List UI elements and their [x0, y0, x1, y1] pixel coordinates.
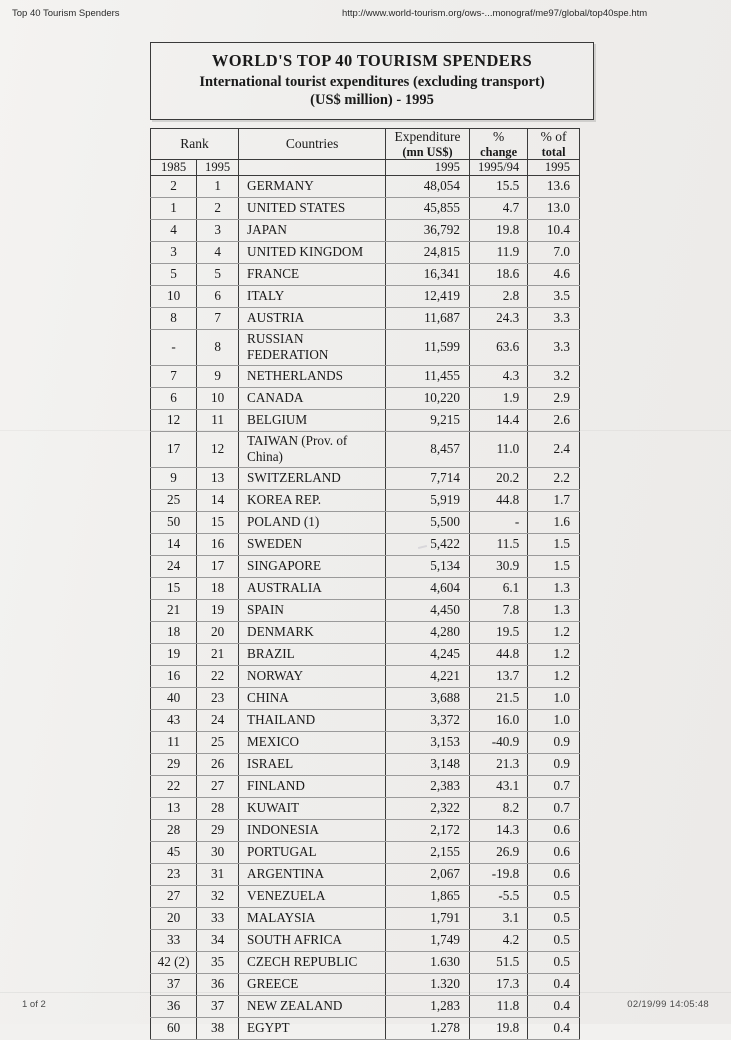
cell-rank-1985: 16 — [151, 665, 197, 687]
table-row — [151, 263, 580, 285]
cell-country: NEW ZEALAND — [239, 995, 386, 1017]
cell-country: MALAYSIA — [239, 907, 386, 929]
page-subtitle-2: (US$ million) - 1995 — [310, 91, 434, 108]
cell-rank-1985: 43 — [151, 709, 197, 731]
header-expenditure-label: Expenditure — [394, 129, 461, 144]
table-row — [151, 219, 580, 241]
cell-pct-change: 4.2 — [469, 929, 527, 951]
header-pct-total — [528, 129, 580, 160]
cell-pct-change: 51.5 — [469, 951, 527, 973]
cell-country: UNITED KINGDOM — [239, 241, 386, 263]
table-row — [151, 467, 580, 489]
cell-expenditure: 16,341 — [386, 263, 470, 285]
cell-pct-total: 10.4 — [528, 219, 580, 241]
cell-expenditure: 11,599 — [386, 329, 470, 365]
cell-country: AUSTRALIA — [239, 577, 386, 599]
cell-pct-total: 1.5 — [528, 533, 580, 555]
cell-country: GERMANY — [239, 175, 386, 197]
cell-pct-total: 1.2 — [528, 621, 580, 643]
cell-rank-1995: 2 — [197, 197, 239, 219]
cell-country: TAIWAN (Prov. of China) — [239, 431, 386, 467]
table-row — [151, 885, 580, 907]
cell-country: CZECH REPUBLIC — [239, 951, 386, 973]
cell-rank-1985: 40 — [151, 687, 197, 709]
cell-rank-1995: 9 — [197, 365, 239, 387]
cell-rank-1995: 32 — [197, 885, 239, 907]
scan-artifact-line-2 — [0, 992, 731, 993]
tourism-spenders-table — [150, 128, 580, 1040]
cell-rank-1995: 1 — [197, 175, 239, 197]
cell-pct-change: 15.5 — [469, 175, 527, 197]
cell-rank-1995: 13 — [197, 467, 239, 489]
cell-country: ISRAEL — [239, 753, 386, 775]
table-row — [151, 431, 580, 467]
cell-expenditure: 1,791 — [386, 907, 470, 929]
cell-pct-total: 0.6 — [528, 863, 580, 885]
cell-expenditure: 2,067 — [386, 863, 470, 885]
header-pct-change — [469, 129, 527, 160]
cell-country: SOUTH AFRICA — [239, 929, 386, 951]
table-row — [151, 863, 580, 885]
cell-pct-total: 1.3 — [528, 599, 580, 621]
cell-rank-1995: 36 — [197, 973, 239, 995]
cell-rank-1995: 27 — [197, 775, 239, 797]
cell-pct-change: 19.5 — [469, 621, 527, 643]
cell-pct-change: 43.1 — [469, 775, 527, 797]
cell-rank-1995: 6 — [197, 285, 239, 307]
cell-expenditure: 4,604 — [386, 577, 470, 599]
cell-pct-change: 11.0 — [469, 431, 527, 467]
cell-rank-1995: 10 — [197, 387, 239, 409]
cell-pct-change: 63.6 — [469, 329, 527, 365]
table-row — [151, 797, 580, 819]
cell-expenditure: 8,457 — [386, 431, 470, 467]
cell-pct-change: 19.8 — [469, 219, 527, 241]
cell-pct-change: 44.8 — [469, 489, 527, 511]
cell-pct-change: 11.5 — [469, 533, 527, 555]
cell-rank-1985: 8 — [151, 307, 197, 329]
cell-rank-1995: 22 — [197, 665, 239, 687]
cell-expenditure: 2,172 — [386, 819, 470, 841]
cell-rank-1985: 9 — [151, 467, 197, 489]
cell-rank-1995: 31 — [197, 863, 239, 885]
header-pct-total-label: % of — [540, 129, 567, 144]
cell-pct-total: 0.4 — [528, 973, 580, 995]
cell-rank-1995: 26 — [197, 753, 239, 775]
cell-country: DENMARK — [239, 621, 386, 643]
cell-pct-change: 44.8 — [469, 643, 527, 665]
cell-country: CHINA — [239, 687, 386, 709]
cell-pct-total: 0.4 — [528, 995, 580, 1017]
cell-country: NETHERLANDS — [239, 365, 386, 387]
cell-rank-1985: 6 — [151, 387, 197, 409]
cell-country: GREECE — [239, 973, 386, 995]
cell-pct-change: 4.7 — [469, 197, 527, 219]
cell-pct-total: 1.6 — [528, 511, 580, 533]
cell-expenditure: 5,500 — [386, 511, 470, 533]
cell-pct-total: 1.0 — [528, 687, 580, 709]
table-row — [151, 929, 580, 951]
cell-expenditure: 4,450 — [386, 599, 470, 621]
header-rank: Rank — [151, 129, 239, 160]
cell-rank-1985: 18 — [151, 621, 197, 643]
cell-pct-change: 17.3 — [469, 973, 527, 995]
header-pct-total-sub: total — [541, 144, 566, 159]
table-row — [151, 533, 580, 555]
cell-rank-1985: 17 — [151, 431, 197, 467]
cell-pct-change: -19.8 — [469, 863, 527, 885]
cell-rank-1995: 12 — [197, 431, 239, 467]
table-row — [151, 709, 580, 731]
print-header-title: Top 40 Tourism Spenders — [12, 8, 120, 19]
cell-pct-change: 3.1 — [469, 907, 527, 929]
table-row — [151, 285, 580, 307]
cell-pct-change: 14.3 — [469, 819, 527, 841]
cell-rank-1995: 29 — [197, 819, 239, 841]
cell-pct-total: 0.5 — [528, 951, 580, 973]
cell-pct-total: 0.5 — [528, 907, 580, 929]
cell-pct-total: 0.4 — [528, 1017, 580, 1039]
cell-pct-change: 1.9 — [469, 387, 527, 409]
cell-pct-total: 1.7 — [528, 489, 580, 511]
cell-pct-change: 7.8 — [469, 599, 527, 621]
table-row — [151, 731, 580, 753]
cell-pct-change: 30.9 — [469, 555, 527, 577]
cell-rank-1995: 38 — [197, 1017, 239, 1039]
cell-expenditure: 11,687 — [386, 307, 470, 329]
cell-country: FRANCE — [239, 263, 386, 285]
cell-rank-1985: 37 — [151, 973, 197, 995]
cell-rank-1985: 5 — [151, 263, 197, 285]
header-expenditure-year: 1995 — [386, 159, 470, 175]
cell-rank-1985: 60 — [151, 1017, 197, 1039]
table-header-row-secondary — [151, 159, 580, 175]
header-pct-change-label: change — [480, 144, 518, 159]
header-total-year: 1995 — [528, 159, 580, 175]
table-row — [151, 643, 580, 665]
cell-expenditure: 48,054 — [386, 175, 470, 197]
cell-expenditure: 10,220 — [386, 387, 470, 409]
header-countries-blank — [239, 159, 386, 175]
cell-pct-change: 20.2 — [469, 467, 527, 489]
cell-expenditure: 3,688 — [386, 687, 470, 709]
cell-expenditure: 11,455 — [386, 365, 470, 387]
table-row — [151, 511, 580, 533]
cell-country: RUSSIAN FEDERATION — [239, 329, 386, 365]
cell-expenditure: 4,280 — [386, 621, 470, 643]
cell-rank-1995: 24 — [197, 709, 239, 731]
cell-country: ITALY — [239, 285, 386, 307]
cell-pct-change: 21.5 — [469, 687, 527, 709]
cell-country: BRAZIL — [239, 643, 386, 665]
cell-rank-1995: 8 — [197, 329, 239, 365]
cell-country: THAILAND — [239, 709, 386, 731]
table-row — [151, 387, 580, 409]
header-rank-1985: 1985 — [151, 159, 197, 175]
cell-rank-1995: 18 — [197, 577, 239, 599]
cell-pct-change: 6.1 — [469, 577, 527, 599]
cell-expenditure: 4,245 — [386, 643, 470, 665]
table-row — [151, 197, 580, 219]
cell-rank-1985: 10 — [151, 285, 197, 307]
cell-rank-1995: 19 — [197, 599, 239, 621]
cell-pct-change: 8.2 — [469, 797, 527, 819]
cell-pct-change: 24.3 — [469, 307, 527, 329]
cell-rank-1985: 19 — [151, 643, 197, 665]
cell-rank-1985: 11 — [151, 731, 197, 753]
cell-pct-total: 4.6 — [528, 263, 580, 285]
table-row — [151, 775, 580, 797]
cell-rank-1985: 27 — [151, 885, 197, 907]
cell-country: PORTUGAL — [239, 841, 386, 863]
cell-country: AUSTRIA — [239, 307, 386, 329]
table-row — [151, 599, 580, 621]
cell-rank-1985: 12 — [151, 409, 197, 431]
cell-pct-total: 0.5 — [528, 885, 580, 907]
scan-artifact-line-1 — [0, 430, 731, 431]
cell-country: SWEDEN — [239, 533, 386, 555]
cell-pct-total: 0.7 — [528, 775, 580, 797]
table-row — [151, 489, 580, 511]
print-footer — [0, 999, 731, 1010]
cell-rank-1995: 3 — [197, 219, 239, 241]
header-expenditure — [386, 129, 470, 160]
cell-pct-total: 1.2 — [528, 643, 580, 665]
cell-rank-1985: 25 — [151, 489, 197, 511]
cell-rank-1995: 23 — [197, 687, 239, 709]
cell-expenditure: 2,383 — [386, 775, 470, 797]
cell-expenditure: 3,372 — [386, 709, 470, 731]
cell-expenditure: 24,815 — [386, 241, 470, 263]
cell-pct-change: 21.3 — [469, 753, 527, 775]
cell-rank-1995: 34 — [197, 929, 239, 951]
cell-pct-total: 13.6 — [528, 175, 580, 197]
cell-pct-total: 3.5 — [528, 285, 580, 307]
cell-pct-total: 0.7 — [528, 797, 580, 819]
print-footer-timestamp: 02/19/99 14:05:48 — [627, 999, 709, 1010]
cell-country: CANADA — [239, 387, 386, 409]
cell-pct-total: 3.3 — [528, 329, 580, 365]
cell-country: SPAIN — [239, 599, 386, 621]
cell-rank-1995: 15 — [197, 511, 239, 533]
page-title: WORLD'S TOP 40 TOURISM SPENDERS — [211, 51, 533, 70]
cell-pct-total: 2.2 — [528, 467, 580, 489]
cell-pct-total: 0.6 — [528, 841, 580, 863]
table-row — [151, 951, 580, 973]
cell-expenditure: 1.630 — [386, 951, 470, 973]
cell-expenditure: 5,134 — [386, 555, 470, 577]
cell-pct-change: 13.7 — [469, 665, 527, 687]
cell-pct-change: -40.9 — [469, 731, 527, 753]
table-row — [151, 1017, 580, 1039]
cell-rank-1985: 33 — [151, 929, 197, 951]
cell-country: POLAND (1) — [239, 511, 386, 533]
cell-pct-total: 2.6 — [528, 409, 580, 431]
cell-rank-1995: 37 — [197, 995, 239, 1017]
cell-pct-total: 0.9 — [528, 753, 580, 775]
cell-rank-1985: - — [151, 329, 197, 365]
cell-expenditure: 9,215 — [386, 409, 470, 431]
document-title-block — [150, 42, 594, 120]
cell-pct-total: 1.3 — [528, 577, 580, 599]
print-footer-page: 1 of 2 — [22, 999, 46, 1010]
cell-pct-total: 1.5 — [528, 555, 580, 577]
cell-pct-change: 26.9 — [469, 841, 527, 863]
cell-country: KUWAIT — [239, 797, 386, 819]
cell-country: INDONESIA — [239, 819, 386, 841]
cell-pct-change: 18.6 — [469, 263, 527, 285]
cell-rank-1995: 20 — [197, 621, 239, 643]
cell-rank-1985: 14 — [151, 533, 197, 555]
cell-expenditure: 12,419 — [386, 285, 470, 307]
table-row — [151, 687, 580, 709]
table-row — [151, 409, 580, 431]
cell-expenditure: 36,792 — [386, 219, 470, 241]
cell-pct-change: 16.0 — [469, 709, 527, 731]
tourism-spenders-table-wrap — [150, 128, 580, 1040]
cell-country: VENEZUELA — [239, 885, 386, 907]
cell-pct-change: 11.9 — [469, 241, 527, 263]
cell-rank-1985: 2 — [151, 175, 197, 197]
header-change-years: 1995/94 — [469, 159, 527, 175]
cell-rank-1995: 14 — [197, 489, 239, 511]
cell-expenditure: 1.278 — [386, 1017, 470, 1039]
cell-pct-change: 2.8 — [469, 285, 527, 307]
cell-pct-total: 3.2 — [528, 365, 580, 387]
cell-expenditure: 2,155 — [386, 841, 470, 863]
table-row — [151, 665, 580, 687]
cell-rank-1995: 11 — [197, 409, 239, 431]
cell-rank-1995: 4 — [197, 241, 239, 263]
cell-pct-total: 1.2 — [528, 665, 580, 687]
cell-rank-1985: 24 — [151, 555, 197, 577]
cell-pct-change: -5.5 — [469, 885, 527, 907]
cell-rank-1985: 3 — [151, 241, 197, 263]
cell-rank-1985: 7 — [151, 365, 197, 387]
cell-rank-1985: 42 (2) — [151, 951, 197, 973]
cell-pct-total: 0.5 — [528, 929, 580, 951]
cell-pct-change: 11.8 — [469, 995, 527, 1017]
cell-rank-1985: 45 — [151, 841, 197, 863]
cell-pct-change: 14.4 — [469, 409, 527, 431]
cell-country: UNITED STATES — [239, 197, 386, 219]
cell-rank-1995: 28 — [197, 797, 239, 819]
cell-country: EGYPT — [239, 1017, 386, 1039]
table-row — [151, 307, 580, 329]
print-header — [0, 8, 731, 19]
cell-rank-1995: 21 — [197, 643, 239, 665]
cell-country: ARGENTINA — [239, 863, 386, 885]
cell-expenditure: 4,221 — [386, 665, 470, 687]
cell-rank-1985: 36 — [151, 995, 197, 1017]
cell-rank-1985: 13 — [151, 797, 197, 819]
table-row — [151, 819, 580, 841]
cell-pct-change: 4.3 — [469, 365, 527, 387]
print-header-url: http://www.world-tourism.org/ows-...monograf/me97/global/top40spe.htm — [342, 8, 648, 19]
cell-country: MEXICO — [239, 731, 386, 753]
cell-rank-1995: 33 — [197, 907, 239, 929]
cell-rank-1985: 50 — [151, 511, 197, 533]
header-rank-1995: 1995 — [197, 159, 239, 175]
cell-rank-1985: 21 — [151, 599, 197, 621]
table-row — [151, 577, 580, 599]
cell-country: KOREA REP. — [239, 489, 386, 511]
cell-expenditure: 1.320 — [386, 973, 470, 995]
cell-country: FINLAND — [239, 775, 386, 797]
cell-expenditure: 5,919 — [386, 489, 470, 511]
cell-rank-1985: 29 — [151, 753, 197, 775]
cell-rank-1995: 30 — [197, 841, 239, 863]
cell-expenditure: 5,422 — [386, 533, 470, 555]
cell-rank-1985: 22 — [151, 775, 197, 797]
cell-country: SWITZERLAND — [239, 467, 386, 489]
cell-rank-1985: 4 — [151, 219, 197, 241]
table-row — [151, 175, 580, 197]
table-row — [151, 365, 580, 387]
cell-rank-1985: 23 — [151, 863, 197, 885]
table-row — [151, 621, 580, 643]
cell-rank-1995: 16 — [197, 533, 239, 555]
table-row — [151, 841, 580, 863]
header-pct-change-symbol: % — [492, 129, 505, 144]
table-row — [151, 241, 580, 263]
cell-country: BELGIUM — [239, 409, 386, 431]
cell-country: JAPAN — [239, 219, 386, 241]
cell-rank-1985: 28 — [151, 819, 197, 841]
cell-rank-1995: 17 — [197, 555, 239, 577]
table-header-row-primary — [151, 129, 580, 160]
cell-expenditure: 3,153 — [386, 731, 470, 753]
cell-expenditure: 2,322 — [386, 797, 470, 819]
cell-rank-1985: 1 — [151, 197, 197, 219]
cell-pct-change: - — [469, 511, 527, 533]
cell-expenditure: 3,148 — [386, 753, 470, 775]
cell-rank-1995: 35 — [197, 951, 239, 973]
cell-country: SINGAPORE — [239, 555, 386, 577]
header-expenditure-unit: (mn US$) — [402, 144, 453, 159]
cell-pct-total: 3.3 — [528, 307, 580, 329]
cell-expenditure: 1,865 — [386, 885, 470, 907]
cell-pct-total: 13.0 — [528, 197, 580, 219]
table-row — [151, 555, 580, 577]
header-countries: Countries — [239, 129, 386, 160]
cell-expenditure: 45,855 — [386, 197, 470, 219]
cell-rank-1985: 15 — [151, 577, 197, 599]
cell-pct-total: 1.0 — [528, 709, 580, 731]
cell-country: NORWAY — [239, 665, 386, 687]
cell-pct-total: 7.0 — [528, 241, 580, 263]
cell-rank-1995: 25 — [197, 731, 239, 753]
cell-expenditure: 7,714 — [386, 467, 470, 489]
cell-expenditure: 1,749 — [386, 929, 470, 951]
table-row — [151, 753, 580, 775]
page-subtitle-1: International tourist expenditures (excluding transport) — [199, 74, 545, 90]
cell-pct-total: 2.4 — [528, 431, 580, 467]
cell-pct-change: 19.8 — [469, 1017, 527, 1039]
cell-rank-1995: 7 — [197, 307, 239, 329]
cell-expenditure: 1,283 — [386, 995, 470, 1017]
cell-pct-total: 0.6 — [528, 819, 580, 841]
table-row — [151, 329, 580, 365]
table-row — [151, 907, 580, 929]
cell-rank-1995: 5 — [197, 263, 239, 285]
cell-pct-total: 2.9 — [528, 387, 580, 409]
cell-rank-1985: 20 — [151, 907, 197, 929]
cell-pct-total: 0.9 — [528, 731, 580, 753]
